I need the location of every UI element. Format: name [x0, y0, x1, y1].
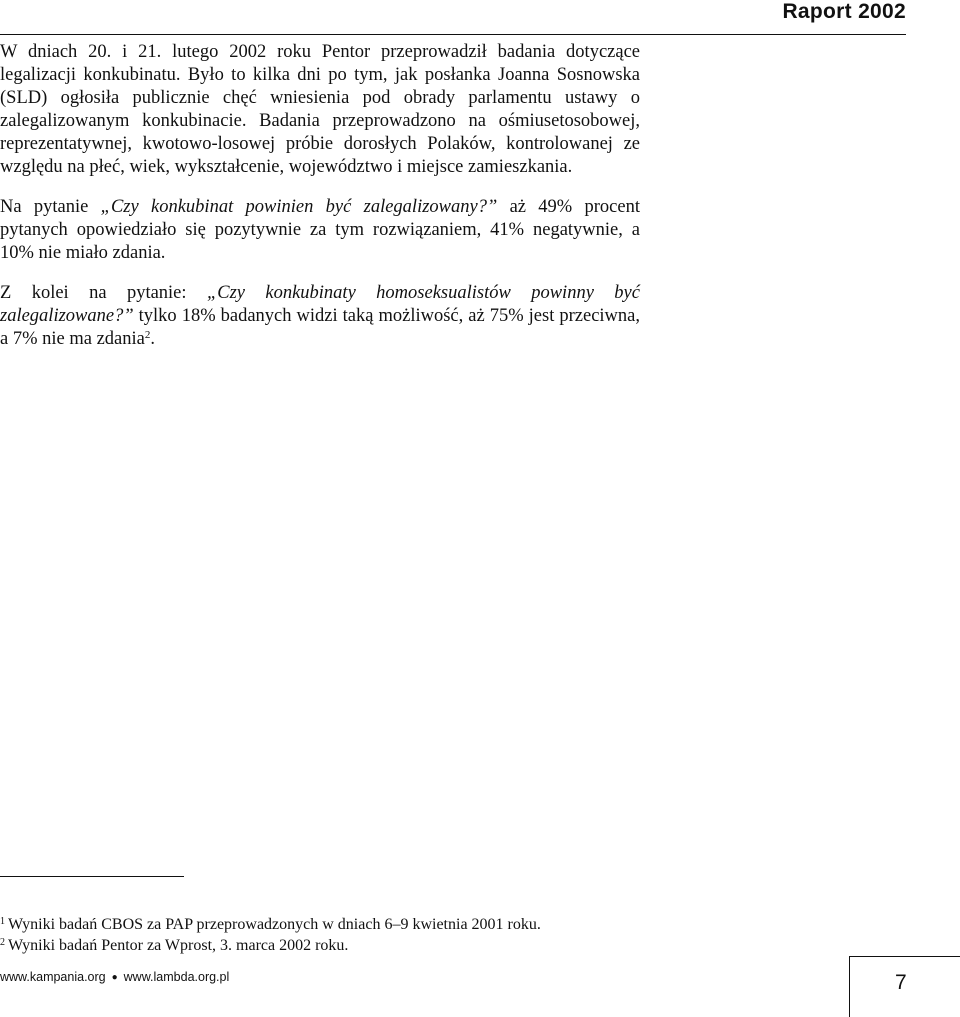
link-lambda[interactable]: www.lambda.org.pl	[123, 970, 230, 984]
header-divider	[0, 34, 906, 35]
question-2-text: „Czy konkubinaty homoseksualistów powinny być zalegalizowane?”	[0, 283, 640, 326]
paragraph-question-2	[0, 282, 640, 351]
footnote-1	[0, 914, 700, 935]
bullet-separator: ●	[111, 972, 118, 983]
question-2-lead: Z kolei na pytanie:	[0, 283, 207, 303]
question-1-result: aż 49% procent pytanych opowiedziało się pozytywnie za tym rozwiązaniem, 41% negatywnie, a 10% nie miało zdania.	[0, 197, 640, 263]
footnote-divider	[0, 876, 184, 877]
footnotes	[0, 914, 700, 956]
report-title: Raport 2002	[782, 0, 906, 23]
footnote-2	[0, 935, 700, 956]
question-1-lead: Na pytanie	[0, 197, 101, 217]
footnote-number: 1	[0, 916, 5, 927]
paragraph-intro: W dniach 20. i 21. lutego 2002 roku Pentor przeprowadził badania dotyczące legalizacji konkubinatu. Było to kilka dni po tym, jak posłanka Joanna Sosnowska (SLD) ogłosiła publicznie chęć wniesienia pod obrady parlamentu ustawy o zalegalizowanym konkubinacie. Badania przeprowadzono na ośmiusetosobowej, reprezentatywnej, kwotowo-losowej próbie dorosłych Polaków, kontrolowanej ze względu na płeć, wiek, wykształcenie, województwo i miejsce zamieszkania.	[0, 42, 640, 177]
footnote-text: Wyniki badań CBOS za PAP przeprowadzonych w dniach 6–9 kwietnia 2001 roku.	[8, 916, 541, 933]
page-number: 7	[895, 971, 907, 994]
link-kampania[interactable]: www.kampania.org	[0, 970, 106, 984]
footer-links	[0, 970, 229, 984]
question-2-result: tylko 18% badanych widzi taką możliwość, aż 75% jest przeciwna, a 7% nie ma zdania	[0, 306, 640, 349]
article-body	[0, 41, 640, 368]
footnote-text: Wyniki badań Pentor za Wprost, 3. marca 2002 roku.	[8, 937, 349, 954]
paragraph-question-1	[0, 196, 640, 265]
footnote-ref-2[interactable]: 2	[144, 329, 151, 341]
footnote-number: 2	[0, 937, 5, 948]
question-1-text: „Czy konkubinat powinien być zalegalizowany?”	[100, 197, 498, 217]
question-2-end: .	[150, 329, 155, 349]
